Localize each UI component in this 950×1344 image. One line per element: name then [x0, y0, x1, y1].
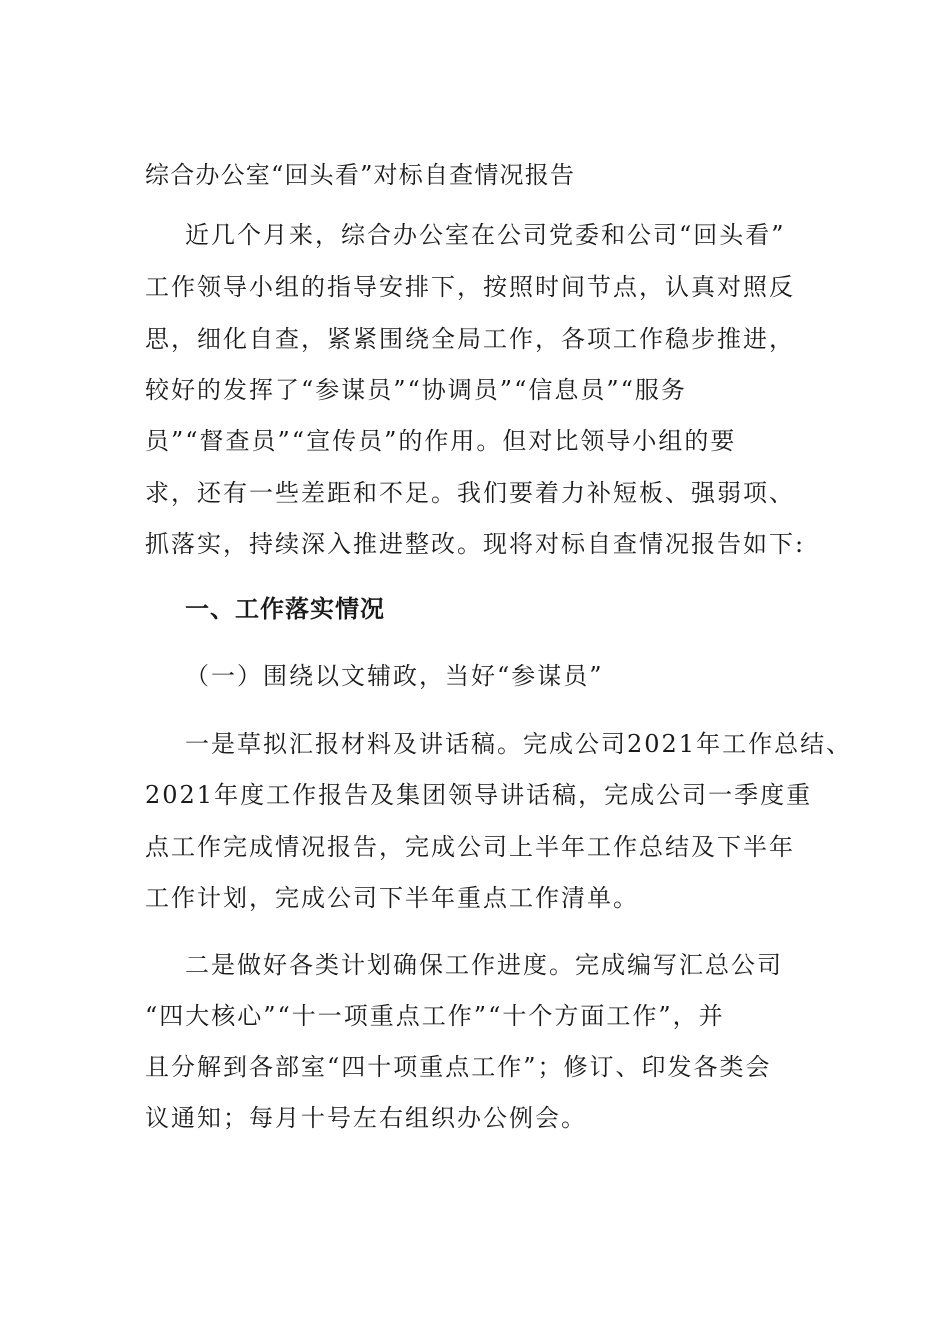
section-heading-1: 一、工作落实情况	[185, 594, 385, 623]
para1-line-1: 一是草拟汇报材料及讲话稿。完成公司2021年工作总结、	[185, 730, 853, 758]
intro-line-2: 工作领导小组的指导安排下，按照时间节点，认真对照反	[145, 273, 795, 301]
intro-line-3: 思，细化自查，紧紧围绕全局工作，各项工作稳步推进，	[145, 325, 795, 353]
para1-line-2: 2021年度工作报告及集团领导讲话稿，完成公司一季度重	[145, 781, 813, 809]
para2-line-3: 且分解到各部室“四十项重点工作”；修订、印发各类会	[145, 1053, 772, 1081]
para2-line-1: 二是做好各类计划确保工作进度。完成编写汇总公司	[185, 951, 783, 979]
para2-line-4: 议通知；每月十号左右组织办公例会。	[145, 1104, 587, 1132]
intro-line-6: 求，还有一些差距和不足。我们要着力补短板、强弱项、	[145, 479, 795, 507]
para1-line-4: 工作计划，完成公司下半年重点工作清单。	[145, 884, 639, 912]
intro-line-4: 较好的发挥了“参谋员”“协调员”“信息员”“服务	[145, 376, 687, 404]
intro-line-1: 近几个月来，综合办公室在公司党委和公司“回头看”	[185, 221, 786, 249]
intro-line-7: 抓落实，持续深入推进整改。现将对标自查情况报告如下:	[145, 530, 806, 558]
subsection-heading-1: （一）围绕以文辅政，当好“参谋员”	[185, 662, 604, 690]
para1-line-3: 点工作完成情况报告，完成公司上半年工作总结及下半年	[145, 833, 795, 861]
para2-line-2: “四大核心”“十一项重点工作”“十个方面工作”，并	[145, 1002, 725, 1030]
intro-line-5: 员”“督查员”“宣传员”的作用。但对比领导小组的要	[145, 427, 737, 455]
document-title: 综合办公室“回头看”对标自查情况报告	[145, 161, 576, 189]
